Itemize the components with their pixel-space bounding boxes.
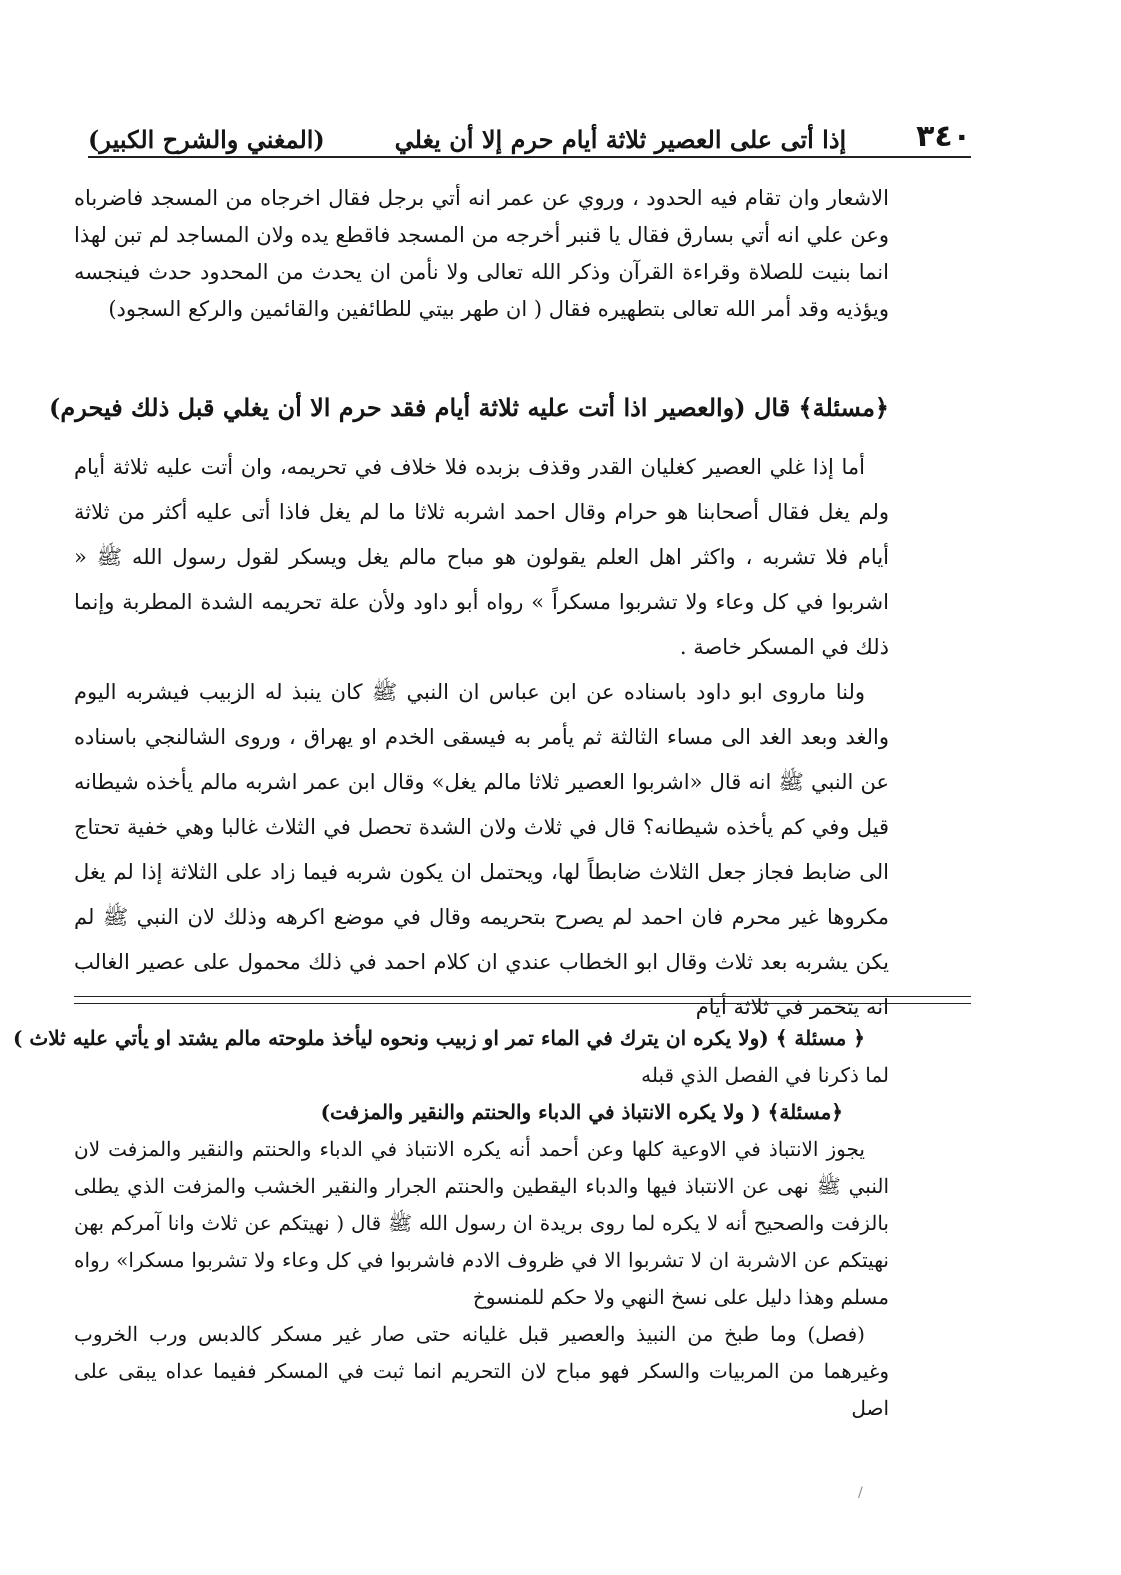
margin-mark: /: [858, 1485, 863, 1501]
running-title: إذا أتى على العصير ثلاثة أيام حرم إلا أن يغلي: [394, 125, 847, 154]
top-section: [74, 180, 889, 328]
masala-heading: ﴿ مسئلة ﴾ (ولا يكره ان يترك في الماء تمر او زبيب ونحوه ليأخذ ملوحته مالم يشتد او يأتي عليه ثلاث ): [12, 1026, 865, 1050]
paragraph: ولنا ماروى ابو داود باسناده عن ابن عباس ان النبي ﷺ كان ينبذ له الزبيب فيشربه اليوم والغد وبعد الغد الى مساء الثالثة ثم يأمر به فيسقى الخدم او يهراق ، وروى الشالنجي باسناده عن النبي ﷺ انه قال «اشربوا العصير ثلاثا مالم يغل» وقال ابن عمر اشربه مالم يأخذه شيطانه قيل وفي كم يأخذه شيطانه؟ قال في ثلاث ولان الشدة تحصل في الثلاث غالبا وهي خفية تحتاج الى ضابط فجاز جعل الثلاث ضابطاً لها، ويحتمل ان يكون شربه فيما زاد على الثلاثة إذا لم يغل مكروها غير محرم فان احمد لم يصرح بتحريمه وقال في موضع اكرهه وذلك لان النبي ﷺ لم يكن يشربه بعد ثلاث وقال ابو الخطاب عندي ان كلام احمد في ذلك محمول على عصير الغالب انه يتخمر في ثلاثة أيام: [74, 680, 889, 1019]
masala-heading: ﴿مسئلة﴾ قال (والعصير اذا أتت عليه ثلاثة أيام فقد حرم الا أن يغلي قبل ذلك فيحرم): [49, 393, 889, 422]
masala-heading: ﴿مسئلة﴾ ( ولا يكره الانتباذ في الدباء والحنتم والنقير والمزفت): [320, 1100, 843, 1124]
paragraph: أما إذا غلي العصير كغليان القدر وقذف بزبده فلا خلاف في تحريمه، وان أتت عليه ثلاثة أيام ولم يغل فقال أصحابنا هو حرام وقال احمد اشربه ثلاثا ما لم يغل فاذا أتى عليه أكثر من ثلاثة أيام فلا تشربه ، واكثر اهل العلم يقولون هو مباح مالم يغل ويسكر لقول رسول الله ﷺ « اشربوا في كل وعاء ولا تشربوا مسكراً » رواه أبو داود ولأن علة تحريمه الشدة المطربة وإنما ذلك في المسكر خاصة .: [74, 455, 889, 659]
bottom-section: [12, 1020, 889, 1427]
header-rule: [88, 156, 971, 158]
page-number: ٣٤٠: [916, 119, 971, 154]
book-title: (المغني والشرح الكبير): [88, 125, 325, 154]
page-header: [88, 108, 971, 154]
paragraph: (فصل) وما طبخ من النبيذ والعصير قبل غليانه حتى صار غير مسكر كالدبس ورب الخروب وغيرهما من المربيات والسكر فهو مباح لان التحريم انما ثبت في المسكر ففيما عداه يبقى على اصل: [74, 1322, 889, 1420]
paragraph: يجوز الانتباذ في الاوعية كلها وعن أحمد أنه يكره الانتباذ في الدباء والحنتم والنقير والمزفت لان النبي ﷺ نهى عن الانتباذ فيها والدباء اليقطين والحنتم الجرار والنقير الخشب والمزفت الذي يطلى بالزفت والصحيح أنه لا يكره لما روى بريدة ان رسول الله ﷺ قال ( نهيتكم عن ثلاث وانا آمركم بهن نهيتكم عن الاشربة ان لا تشربوا الا في ظروف الادم فاشربوا في كل وعاء ولا تشربوا مسكرا» رواه مسلم وهذا دليل على نسخ النهي ولا حكم للمنسوخ: [74, 1137, 889, 1309]
middle-section: [74, 445, 889, 1030]
paragraph: لما ذكرنا في الفصل الذي قبله: [641, 1063, 889, 1087]
paragraph: الاشعار وان تقام فيه الحدود ، وروي عن عمر انه أتي برجل فقال اخرجاه من المسجد فاضرباه وعن علي انه أتي بسارق فقال يا قنبر أخرجه من المسجد فاقطع يده ولان المساجد لم تبن لهذا انما بنيت للصلاة وقراءة القرآن وذكر الله تعالى ولا نأمن ان يحدث من المحدود حدث فينجسه ويؤذيه وقد أمر الله تعالى بتطهيره فقال ( ان طهر بيتي للطائفين والقائمين والركع السجود): [74, 186, 889, 321]
section-divider: [74, 996, 971, 1004]
